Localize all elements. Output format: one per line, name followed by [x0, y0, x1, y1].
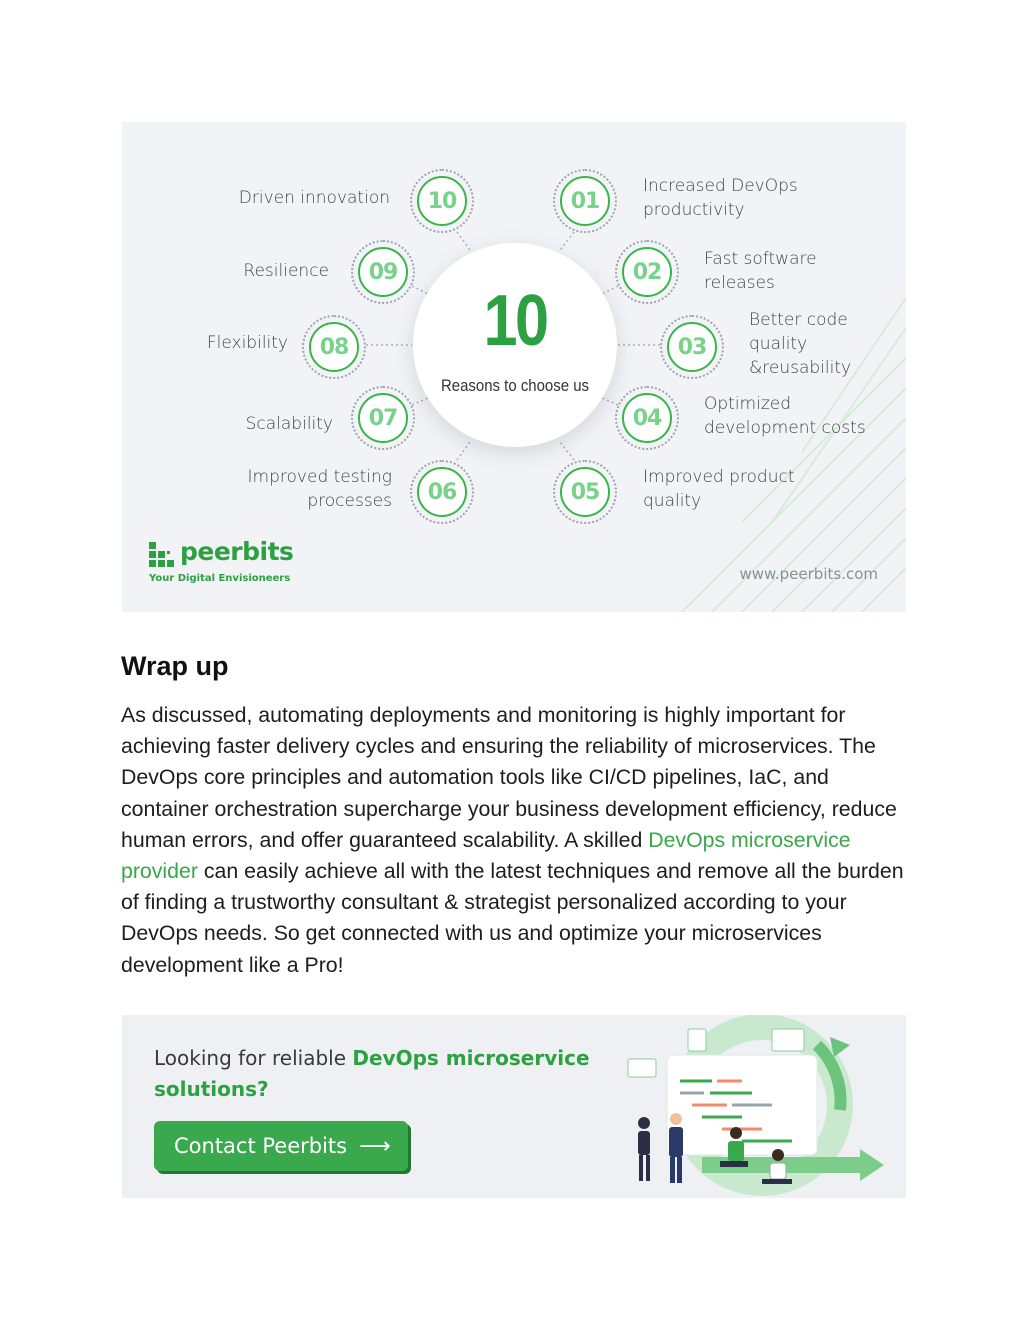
reason-label-01: Increased DevOps productivity [643, 176, 798, 220]
paragraph-text-end: can easily achieve all with the latest techniques and remove all the burden of finding a trustworthy consultant & strategist personalized according to your DevOps needs. So get connected with us and optimize your microservices development like a Pro! [121, 859, 904, 977]
wrap-up-paragraph [121, 700, 911, 981]
reason-label-07: Scalability [245, 414, 333, 434]
reason-label-04: Optimized development costs [704, 394, 866, 438]
reason-badge-10 [410, 169, 474, 233]
cta-banner[interactable] [122, 1015, 906, 1198]
reason-number: 08 [309, 322, 359, 372]
paragraph-text-start: As discussed, automating deployments and monitoring is highly important for achieving faster delivery cycles and ensuring the reliability of microservices. The DevOps core principles and automation tools like CI/CD pipelines, IaC, and container orchestration supercharge your business development efficiency, reduce human errors, and offer guaranteed scalability. A skilled [121, 703, 897, 852]
reason-badge-05 [553, 460, 617, 524]
logo-name: peerbits [180, 537, 294, 566]
reason-number: 06 [417, 467, 467, 517]
reason-label-02: Fast software releases [704, 249, 817, 293]
contact-button-label: Contact Peerbits [174, 1134, 348, 1158]
reason-badge-02 [615, 240, 679, 304]
center-circle [413, 243, 617, 447]
logo-tagline: Your Digital Envisioneers [149, 573, 291, 584]
reason-number: 07 [358, 393, 408, 443]
section-heading: Wrap up [121, 651, 229, 681]
reason-label-09: Resilience [243, 261, 329, 281]
website-url: www.peerbits.com [739, 565, 878, 583]
cta-title [154, 1043, 624, 1105]
reason-label-08: Flexibility [206, 333, 288, 353]
cta-title-accent: DevOps microservice solutions? [154, 1046, 590, 1101]
reason-number: 02 [622, 247, 672, 297]
reason-label-06: Improved testing processes [247, 467, 392, 511]
contact-button[interactable] [154, 1121, 408, 1171]
devops-team-illustration [612, 1015, 906, 1198]
reason-badge-06 [410, 460, 474, 524]
center-caption: Reasons to choose us [440, 376, 590, 395]
reason-label-05: Improved product quality [643, 467, 795, 511]
reason-badge-04 [615, 386, 679, 450]
reason-badge-07 [351, 386, 415, 450]
reason-badge-09 [351, 240, 415, 304]
reason-number: 04 [622, 393, 672, 443]
reason-number: 05 [560, 467, 610, 517]
reason-number: 01 [560, 176, 610, 226]
reason-number: 03 [667, 322, 717, 372]
cta-title-plain: Looking for reliable [154, 1046, 353, 1070]
reasons-infographic [122, 122, 906, 612]
center-number: 10 [483, 281, 547, 361]
devops-provider-link[interactable]: DevOps microservice provider [121, 827, 851, 884]
arrow-right-icon: ⟶ [359, 1133, 391, 1159]
reason-number: 09 [358, 247, 408, 297]
reason-number: 10 [417, 176, 467, 226]
reason-badge-08 [302, 315, 366, 379]
reason-label-10: Driven innovation [238, 188, 390, 208]
reason-badge-01 [553, 169, 617, 233]
reason-badge-03 [660, 315, 724, 379]
peerbits-logo-icon [149, 542, 175, 568]
reason-label-03: Better code quality &reusability [749, 310, 852, 378]
